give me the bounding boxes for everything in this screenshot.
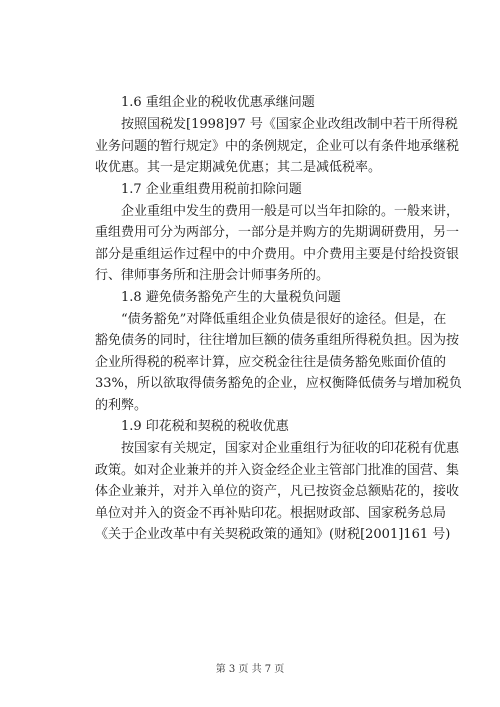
section-heading-1-6: 1.6 重组企业的税收优惠承继问题 <box>121 95 315 110</box>
paragraph-line: 单位对并入的资金不再补贴印花。根据财政部、国家税务总局 <box>95 505 447 521</box>
paragraph-line: 企业重组中发生的费用一般是可以当年扣除的。一般来讲， <box>121 203 460 219</box>
paragraph-line: 体企业兼并，对并入单位的资产，凡已按资金总额贴花的，接收 <box>95 484 460 499</box>
paragraph-line: 的利弊。 <box>95 397 148 413</box>
paragraph-line: 政策。如对企业兼并的并入资金经企业主管部门批准的国营、集 <box>95 462 460 478</box>
page-footer <box>0 660 500 675</box>
paragraph-line: “债务豁免”对降低重组企业负债是很好的途径。但是，在 <box>121 311 447 327</box>
section-heading-1-8: 1.8 避免债务豁免产生的大量税负问题 <box>121 289 341 305</box>
paragraph-line: 按照国税发[1998]97 号《国家企业改组改制中若干所得税 <box>121 117 458 132</box>
paragraph-line: 按国家有关规定，国家对企业重组行为征收的印花税有优惠 <box>121 441 460 456</box>
paragraph-line: 豁免债务的同时，往往增加巨额的债务重组所得税负担。因为按 <box>95 333 460 348</box>
paragraph-line: 33%，所以欲取得债务豁免的企业，应权衡降低债务与增加税负 <box>95 376 462 391</box>
paragraph-line: 《关于企业改革中有关契税政策的通知》(财税[2001]161 号) <box>95 527 451 542</box>
section-heading-1-7: 1.7 企业重组费用税前扣除问题 <box>121 181 302 197</box>
page-number-label: 第 3 页 共 7 页 <box>215 664 285 675</box>
document-body <box>95 92 462 546</box>
paragraph-line: 行、律师事务所和注册会计师事务所的。 <box>95 268 330 283</box>
paragraph-line: 业务问题的暂行规定》中的条例规定，企业可以有条件地承继税 <box>95 138 460 154</box>
paragraph-line: 重组费用可分为两部分，一部分是并购方的先期调研费用，另一 <box>95 225 460 240</box>
paragraph-line: 收优惠。其一是定期减免优惠；其二是减低税率。 <box>95 160 382 175</box>
paragraph-line: 企业所得税的税率计算，应交税金往往是债务豁免账面价值的 <box>95 354 447 370</box>
section-heading-1-9: 1.9 印花税和契税的税收优惠 <box>121 419 289 434</box>
paragraph-line: 部分是重组运作过程中的中介费用。中介费用主要是付给投资银 <box>95 246 460 262</box>
